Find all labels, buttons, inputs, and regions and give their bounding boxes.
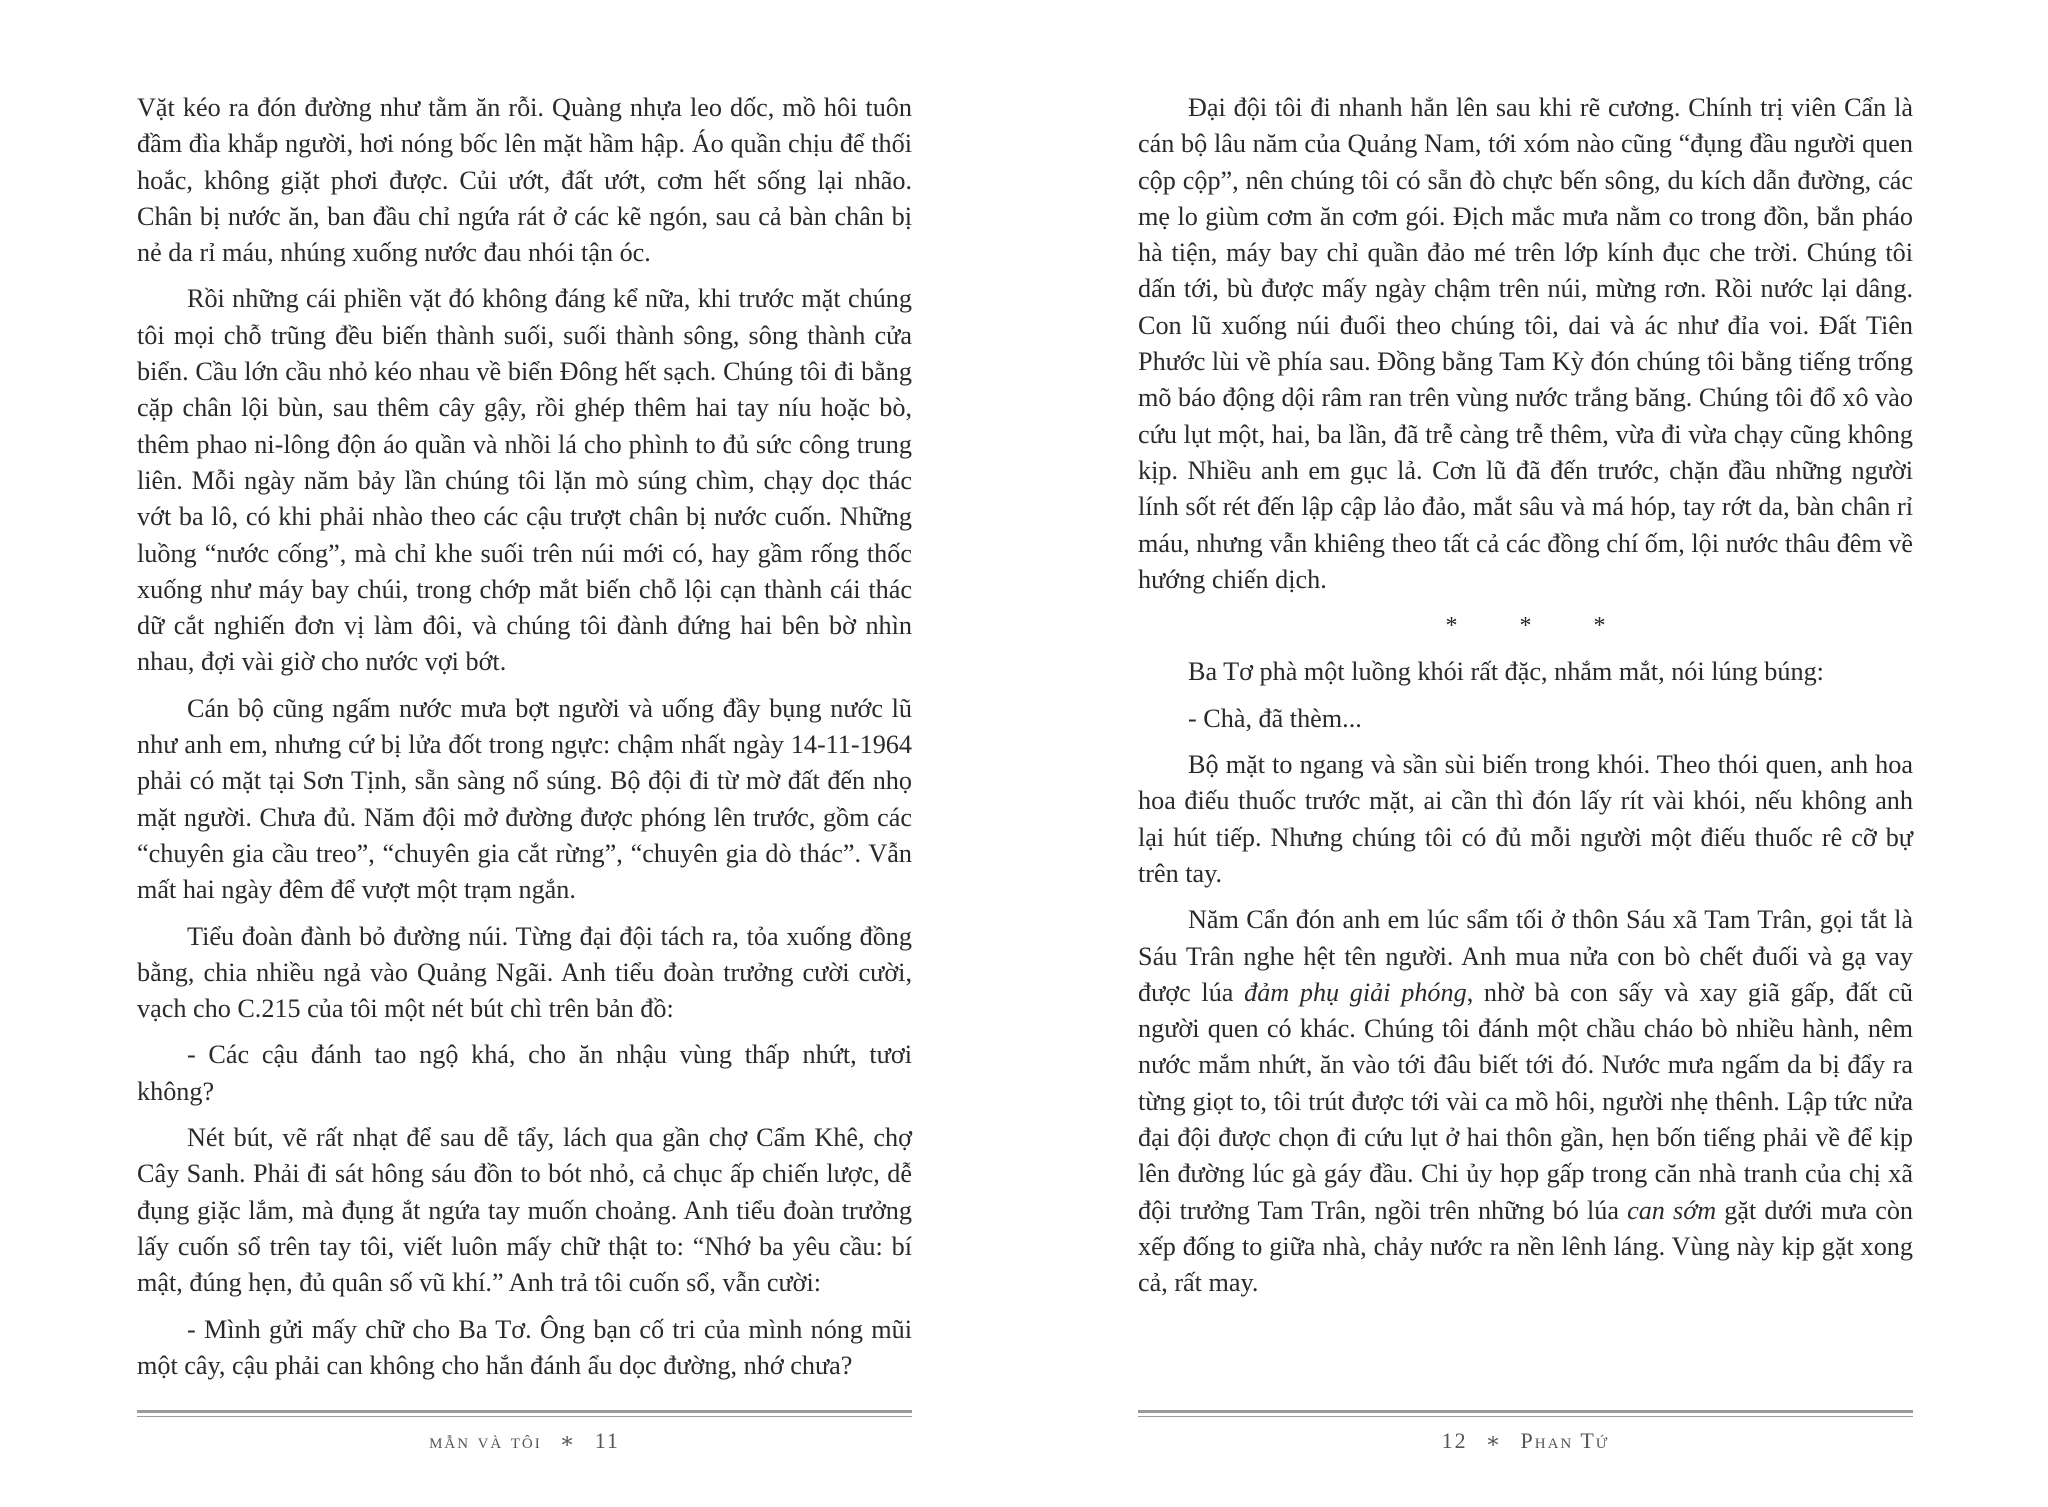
running-author: Phan Tứ: [1520, 1428, 1610, 1453]
running-title: mẫn và tôi: [429, 1428, 542, 1453]
left-page-body: [137, 90, 912, 1394]
section-separator: * * *: [1445, 613, 1634, 640]
paragraph: Bộ mặt to ngang và sần sùi biến trong khói. Theo thói quen, anh hoa hoa điếu thuốc trước mặt, ai cần thì đón lấy rít vài khói, nếu không anh lại hút tiếp. Nhưng chúng tôi có đủ mỗi người một điếu thuốc rê cỡ bự trên tay.: [1138, 750, 1913, 888]
dialogue-line: - Mình gửi mấy chữ cho Ba Tơ. Ông bạn cố tri của mình nóng mũi một cây, cậu phải can không cho hắn đánh ẩu dọc đường, nhớ chưa?: [137, 1314, 912, 1380]
paragraph: Ba Tơ phà một luồng khói rất đặc, nhắm mắt, nói lúng búng:: [1188, 657, 1824, 687]
page-number: 11: [594, 1428, 620, 1453]
right-page: [1138, 0, 1913, 1507]
footer-star: ∗: [1485, 1428, 1503, 1453]
paragraph: Rồi những cái phiền vặt đó không đáng kể nữa, khi trước mặt chúng tôi mọi chỗ trũng đều biến thành suối, suối thành sông, sông thành cửa biển. Cầu lớn cầu nhỏ kéo nhau về biển Đông hết sạch. Chúng tôi đi bằng cặp chân lội bùn, sau thêm cây gậy, rồi ghép thêm hai tay níu hoặc bò, thêm phao ni-lông độn áo quần và nhồi lá cho phình to đủ sức công trung liên. Mỗi ngày năm bảy lần chúng tôi lặn mò súng chìm, chạy dọc thác vớt ba lô, có khi phải nhào theo các cậu trượt chân bị nước cuốn. Những luồng “nước cống”, mà chỉ khe suối trên núi mới có, hay gầm rống thốc xuống như máy bay chúi, trong chớp mắt biến chỗ lội cạn thành cái thác dữ cắt nghiến đơn vị làm đôi, và chúng tôi đành đứng hai bên bờ nhìn nhau, đợi vài giờ cho nước vợi bớt.: [137, 284, 912, 677]
paragraph: Cán bộ cũng ngấm nước mưa bợt người và uống đầy bụng nước lũ như anh em, nhưng cứ bị lửa đốt trong ngực: chậm nhất ngày 14-11-1964 phải có mặt tại Sơn Tịnh, sẵn sàng nổ súng. Bộ đội đi từ mờ đất đến nhọ mặt người. Chưa đủ. Năm đội mở đường được phóng lên trước, gồm các “chuyên gia cầu treo”, “chuyên gia cắt rừng”, “chuyên gia dò thác”. Vẫn mất hai ngày đêm để vượt một trạm ngắn.: [137, 693, 912, 905]
footer-star: ∗: [559, 1428, 577, 1453]
italic-term: đảm phụ giải phóng: [1244, 977, 1467, 1007]
paragraph: Nét bút, vẽ rất nhạt để sau dễ tẩy, lách qua gần chợ Cẩm Khê, chợ Cây Sanh. Phải đi sát hông sáu đồn to bót nhỏ, cả chục ấp chiến lược, dễ đụng giặc lắm, mà đụng ắt ngứa tay muốn choảng. Anh tiểu đoàn trưởng lấy cuốn sổ trên tay tôi, viết luôn mấy chữ thật to: “Nhớ ba yêu cầu: bí mật, đúng hẹn, đủ quân số vũ khí.” Anh trả tôi cuốn sổ, vẫn cười:: [137, 1123, 912, 1298]
text-run: , nhờ bà con sấy và xay giã gấp, đất cũ người quen có khác. Chúng tôi đánh một chầu cháo bò nhiều hành, nêm nước mắm nhứt, ăn vào tới đâu biết tới đó. Nước mưa ngấm da bị đẩy ra từng giọt to, tôi trút được tới vài ca mồ hôi, người nhẹ thênh. Lập tức nửa đại đội được chọn đi cứu lụt ở hai thôn gần, hẹn bốn tiếng phải về để kịp lên đường lúc gà gáy đầu. Chi ủy họp gấp trong căn nhà tranh của chị xã đội trưởng Tam Trân, ngồi trên những bó lúa: [1138, 977, 1913, 1225]
footer-rule: [137, 1410, 912, 1417]
text-run: gặt dưới mưa còn xếp đống to giữa nhà, chảy nước ra nền lênh láng. Vùng này kịp gặt xong cả, rất may.: [1138, 1195, 1914, 1298]
page-number: 12: [1441, 1428, 1468, 1453]
dialogue-line: - Chà, đã thèm...: [1188, 703, 1362, 733]
left-page-footer: [137, 1428, 912, 1454]
paragraph: Tiểu đoàn đành bỏ đường núi. Từng đại đội tách ra, tỏa xuống đồng bằng, chia nhiều ngả vào Quảng Ngãi. Anh tiểu đoàn trưởng cười cười, vạch cho C.215 của tôi một nét bút chì trên bản đồ:: [137, 921, 912, 1024]
right-page-footer: [1138, 1428, 1913, 1454]
dialogue-line: - Các cậu đánh tao ngộ khá, cho ăn nhậu vùng thấp nhứt, tươi không?: [137, 1040, 912, 1106]
italic-term: can sớm: [1627, 1195, 1717, 1225]
paragraph-nam-can: [1138, 902, 1913, 1301]
right-page-body: [1138, 90, 1913, 1312]
paragraph: Vặt kéo ra đón đường như tằm ăn rỗi. Quàng nhựa leo dốc, mồ hôi tuôn đầm đìa khắp người, hơi nóng bốc lên mặt hầm hập. Áo quần chịu để thối hoắc, không giặt phơi được. Củi ướt, đất ướt, cơm hết sống lại nhão. Chân bị nước ăn, ban đầu chỉ ngứa rát ở các kẽ ngón, sau cả bàn chân bị nẻ da rỉ máu, nhúng xuống nước đau nhói tận óc.: [137, 93, 912, 268]
footer-rule: [1138, 1410, 1913, 1417]
left-page: [137, 0, 912, 1507]
paragraph: Đại đội tôi đi nhanh hẳn lên sau khi rẽ cương. Chính trị viên Cẩn là cán bộ lâu năm của Quảng Nam, tới xóm nào cũng “đụng đầu người quen cộp cộp”, nên chúng tôi có sẵn đò chực bến sông, du kích dẫn đường, các mẹ lo giùm cơm ăn cơm gói. Địch mắc mưa nằm co trong đồn, bắn pháo hà tiện, máy bay chỉ quần đảo mé trên lớp kính đục che trời. Chúng tôi dấn tới, bù được mấy ngày chậm trên núi, mừng rơn. Rồi nước lại dâng. Con lũ xuống núi đuổi theo chúng tôi, dai và ác như đỉa voi. Đất Tiên Phước lùi về phía sau. Đồng bằng Tam Kỳ đón chúng tôi bằng tiếng trống mõ báo động dội râm ran trên vùng nước trắng băng. Chúng tôi đổ xô vào cứu lụt một, hai, ba lần, đã trễ càng trễ thêm, vừa đi vừa chạy cũng không kịp. Nhiều anh em gục lả. Cơn lũ đã đến trước, chặn đầu những người lính sốt rét đến lập cập lảo đảo, mắt sâu và má hóp, tay rớt da, bàn chân rỉ máu, nhưng vẫn khiêng theo tất cả các đồng chí ốm, lội nước thâu đêm về hướng chiến dịch.: [1138, 93, 1913, 594]
text-run: Năm Cẩn đón anh em lúc sẩm tối ở thôn Sáu xã Tam Trân, gọi tắt là Sáu Trân nghe hệt tên người. Anh mua nửa con bò chết đuối và gạ vay được lúa: [1138, 905, 1913, 1007]
